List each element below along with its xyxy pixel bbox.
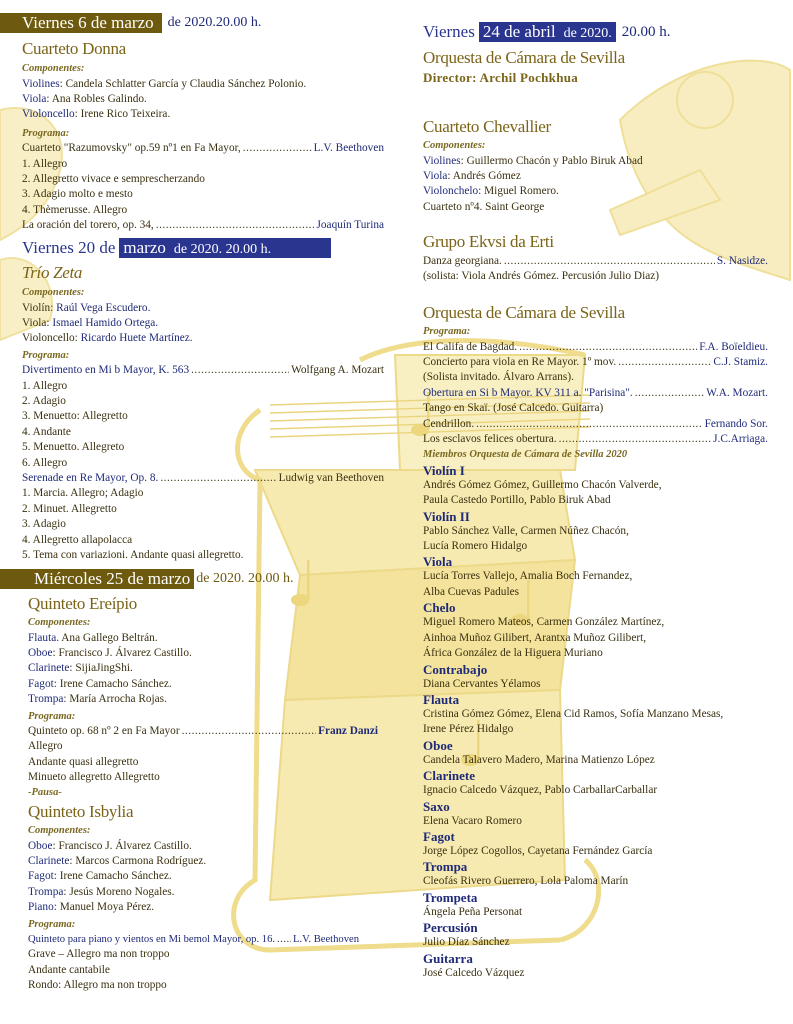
group-title: Cuarteto Donna [22, 39, 126, 58]
program-work: Cendrillon. ..... Fernando Sor. [423, 417, 768, 432]
movement: 2. Minuet. Allegretto [22, 502, 117, 515]
movement: Andante quasi allegretto [28, 755, 139, 768]
date-time: 20.00 h. [621, 23, 671, 40]
group-title: Grupo Ekvsi da Erti [423, 232, 554, 251]
member-line: Violines: Candela Schlatter García y Claudia Sánchez Polonio. [22, 77, 307, 90]
member-line: Fagot: Irene Camacho Sánchez. [28, 870, 172, 883]
section-heading: Chelo [423, 600, 456, 616]
movement: 4. Thèmerusse. Allegro [22, 203, 128, 216]
program-work: Danza georgiana. ..... S. Nasidze. [423, 254, 768, 269]
section-members: Julio Díaz Sánchez [423, 936, 510, 949]
movement: 6. Allegro [22, 456, 68, 469]
program-work: Cuarteto nº4. Saint George [423, 200, 545, 213]
orchestra-members-list [423, 463, 768, 981]
section-heading: Viola [423, 554, 453, 570]
section-members: Pablo Sánchez Valle, Carmen Núñez Chacón, [423, 524, 629, 537]
section-members: Elena Vacaro Romero [423, 814, 522, 827]
section-members: Andrés Gómez Gómez, Guillermo Chacón Valverde, [423, 478, 662, 491]
program-work: Concierto para viola en Re Mayor. 1º mov. ..... C.J. Stamiz. [423, 355, 768, 370]
section-members: Ángela Peña Personat [423, 905, 523, 918]
program-work: Divertimento en Mi b Mayor, K. 563 ..... Wolfgang A. Mozart [22, 363, 384, 378]
program-work: Quinteto op. 68 nº 2 en Fa Mayor ..... Franz Danzi [28, 724, 378, 739]
soloist-line: (Solista invitado. Álvaro Arrans). [423, 371, 574, 384]
movement: 5. Menuetto. Allegreto [22, 441, 125, 454]
section-members: Miguel Romero Mateos, Carmen González Martínez, [423, 616, 665, 629]
movement: 3. Adagio molto e mesto [22, 188, 133, 201]
section-members: Cleofás Rivero Guerrero, Lola Paloma Marín [423, 875, 629, 888]
section-heading: Fagot [423, 828, 455, 844]
section-members: Candela Talavero Madero, Marina Matienzo López [423, 753, 655, 766]
movement: 1. Marcia. Allegro; Adagio [22, 487, 144, 500]
section-members: Lucía Torres Vallejo, Amalia Boch Fernandez, [423, 570, 633, 583]
group-title: Quinteto Isbylia [28, 802, 134, 821]
section-members: Paula Castedo Portillo, Pablo Biruk Abad [423, 494, 611, 507]
program-work: El Califa de Bagdad. ..... F.A. Boïeldieu. [423, 340, 768, 355]
member-line: Clarinete: Marcos Carmona Rodríguez. [28, 854, 207, 867]
miembros-label: Miembros Orquesta de Cámara de Sevilla 2020 [423, 449, 628, 461]
componentes-label: Componentes: [28, 825, 91, 836]
member-line: Trompa: María Arrocha Rojas. [28, 693, 167, 706]
section-members: Cristina Gómez Gómez, Elena Cid Ramos, Sofía Manzano Mesas, [423, 707, 724, 720]
member-line: Viola: Ismael Hamido Ortega. [22, 316, 159, 329]
section-heading: Trompeta [423, 889, 478, 905]
programa-label: Programa: [28, 918, 76, 930]
section-heading: Trompa [423, 859, 468, 875]
program-work: Los esclavos felices obertura. ..... J.C.Arriaga. [423, 432, 768, 447]
componentes-label: Componentes: [423, 140, 486, 151]
programa-label: Programa: [22, 349, 70, 361]
section-members: José Calcedo Vázquez [423, 966, 525, 979]
movement: 1. Allegro [22, 157, 68, 170]
programa-label: Programa: [28, 710, 76, 722]
pausa-label: -Pausa- [28, 786, 62, 798]
program-work: La oración del torero, op. 34, ..... Joaquín Turina [22, 218, 384, 233]
member-line: Fagot: Irene Camacho Sánchez. [28, 677, 172, 690]
trio-zeta [22, 262, 384, 564]
section-members: Irene Pérez Hidalgo [423, 723, 514, 736]
date-highlight: 24 de abril de 2020. [479, 22, 616, 42]
tango-line: Tango en Skaï. (José Calcedo. Guitarra) [423, 402, 604, 415]
group-title: Orquesta de Cámara de Sevilla [423, 303, 625, 322]
componentes-label: Componentes: [22, 287, 85, 298]
section-heading: Contrabajo [423, 661, 488, 677]
date-time: de 2020. 20.00 h. [196, 571, 294, 586]
movement: 2. Adagio [22, 395, 66, 408]
componentes-label: Componentes: [28, 617, 91, 628]
section-heading: Saxo [423, 798, 450, 814]
movement: 3. Menuetto: Allegretto [22, 410, 128, 423]
movement: Rondo: Allegro ma non troppo [28, 979, 167, 992]
soloists-line: (solista: Viola Andrés Gómez. Percusión Julio Diaz) [423, 270, 659, 283]
member-line: Violines: Guillermo Chacón y Pablo Biruk Abad [423, 154, 643, 167]
member-line: Oboe: Francisco J. Álvarez Castillo. [28, 646, 192, 659]
group-title: Trío Zeta [22, 263, 83, 282]
group-title: Quinteto Ereípio [28, 594, 137, 613]
member-line: Violoncello: Irene Rico Teixeira. [22, 108, 171, 121]
member-line: Oboe: Francisco J. Álvarez Castillo. [28, 839, 192, 852]
orquesta-camara-sevilla-header [423, 47, 768, 87]
section-members: Jorge López Cogollos, Cayetana Fernández García [423, 844, 653, 857]
date-header-25-marzo [0, 569, 293, 589]
date-label: Viernes 20 de [22, 238, 116, 257]
date-time: de 2020.20.00 h. [167, 15, 262, 30]
movement: Grave – Allegro ma non troppo [28, 948, 170, 961]
date-label: Viernes 6 de marzo [0, 13, 162, 33]
date-label: Viernes [423, 22, 475, 41]
group-title: Orquesta de Cámara de Sevilla [423, 48, 625, 67]
section-members: Ainhoa Muñoz Gilibert, Arantxa Muñoz Gilibert, [423, 631, 647, 644]
program-work: Obertura en Si b Mayor. KV 311 a. "Parisina". ..... W.A. Mozart. [423, 386, 768, 401]
member-line: Violoncello: Ricardo Huete Martínez. [22, 332, 193, 345]
group-title: Cuarteto Chevallier [423, 117, 551, 136]
cuarteto-donna [22, 38, 384, 234]
section-heading: Percusión [423, 920, 478, 936]
movement: 2. Allegretto vivace e semprescherzando [22, 173, 205, 186]
member-line: Trompa: Jesús Moreno Nogales. [28, 885, 175, 898]
member-line: Viola: Ana Robles Galindo. [22, 92, 147, 105]
section-members: Alba Cuevas Padules [423, 585, 520, 598]
member-line: Clarinete: SijiaJingShi. [28, 662, 133, 675]
date-header-24-abril [423, 22, 671, 42]
orquesta-camara-sevilla-programa [423, 302, 768, 981]
member-line: Piano: Manuel Moya Pérez. [28, 901, 155, 914]
date-header-6-marzo [0, 13, 261, 33]
movement: Minueto allegretto Allegretto [28, 771, 160, 784]
movement: Andante cantabile [28, 963, 110, 976]
date-month: marzo de 2020. 20.00 h. [119, 238, 331, 258]
section-members: Diana Cervantes Yélamos [423, 677, 541, 690]
section-members: Lucía Romero Hidalgo [423, 540, 528, 553]
date-label: Miércoles 25 de marzo [0, 569, 194, 589]
member-line: Violonchelo: Miguel Romero. [423, 185, 559, 198]
section-members: África González de la Higuera Muriano [423, 647, 603, 660]
program-work: Serenade en Re Mayor, Op. 8. ..... Ludwig van Beethoven [22, 471, 384, 486]
section-heading: Oboe [423, 737, 453, 753]
movement: 5. Tema con variazioni. Andante quasi allegretto. [22, 549, 244, 562]
section-heading: Clarinete [423, 768, 475, 784]
director-line: Director: Archil Pochkhua [423, 70, 579, 85]
section-heading: Flauta [423, 691, 460, 707]
movement: Allegro [28, 740, 63, 753]
member-line: Viola: Andrés Gómez [423, 169, 521, 182]
section-heading: Guitarra [423, 950, 473, 966]
grupo-ekvsi-da-erti [423, 231, 768, 285]
date-header-20-marzo [0, 238, 331, 258]
movement: 3. Adagio [22, 518, 66, 531]
movement: 1. Allegro [22, 379, 68, 392]
programa-label: Programa: [423, 326, 471, 337]
movement: 4. Allegretto allapolacca [22, 533, 133, 546]
quinteto-isbylia [28, 801, 384, 994]
movement: 4. Andante [22, 425, 71, 438]
componentes-label: Componentes: [22, 63, 85, 74]
program-work: Cuarteto "Razumovsky" op.59 nº1 en Fa Mayor, ..... L.V. Beethoven [22, 141, 384, 156]
cuarteto-chevallier [423, 116, 768, 215]
program-work: Quinteto para piano y vientos en Mi bemol Mayor, op. 16. ..... L.V. Beethoven [28, 932, 402, 947]
quinteto-ereipio [28, 593, 384, 800]
member-line: Violín: Raúl Vega Escudero. [22, 301, 151, 314]
section-members: Ignacio Calcedo Vázquez, Pablo CarballarCarballar [423, 784, 658, 797]
programa-label: Programa: [22, 127, 70, 139]
section-heading: Violín II [423, 508, 470, 524]
section-heading: Violín I [423, 462, 465, 478]
member-line: Flauta. Ana Gallego Beltrán. [28, 631, 158, 644]
